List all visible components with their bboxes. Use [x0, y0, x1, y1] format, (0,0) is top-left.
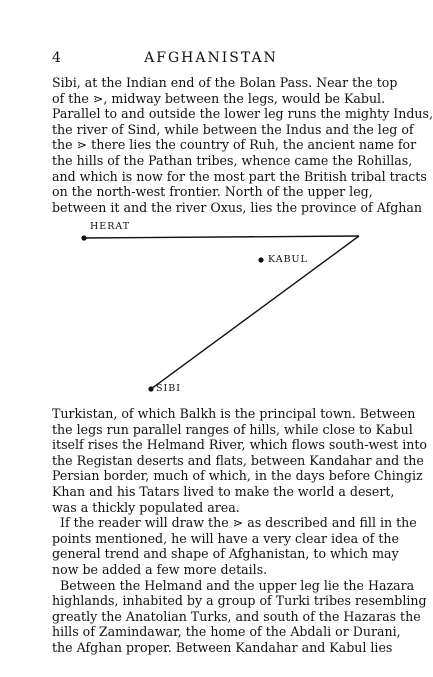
- kabul-point: [258, 257, 263, 262]
- text-line: the river of Sind, while between the Indus and the leg of: [52, 121, 414, 137]
- afghanistan-shape-diagram: [52, 220, 370, 400]
- text-line: and which is now for the most part the British tribal tracts: [52, 168, 427, 184]
- text-line: Khan and his Tatars lived to make the world a desert,: [52, 483, 395, 499]
- lower-leg-line: [151, 236, 359, 389]
- text-line: Parallel to and outside the lower leg runs the mighty Indus,: [52, 106, 433, 122]
- herat-point: [81, 235, 86, 240]
- text-line: the Registan deserts and flats, between Kandahar and the: [52, 452, 424, 468]
- text-line: the Afghan proper. Between Kandahar and Kabul lies: [52, 639, 393, 655]
- text-line: greatly the Anatolian Turks, and south of the Hazaras the: [52, 608, 421, 624]
- text-line: the legs run parallel ranges of hills, while close to Kabul: [52, 421, 413, 437]
- diagram-svg: [52, 220, 370, 400]
- text-line: itself rises the Helmand River, which flows south-west into: [52, 437, 428, 453]
- text-line: on the north-west frontier. North of the upper leg,: [52, 184, 373, 200]
- text-line: now be added a few more details.: [52, 561, 268, 577]
- text-line: If the reader will draw the ⋗ as described and fill in the: [60, 515, 417, 531]
- paragraph-block-bottom: [52, 406, 428, 656]
- kabul-label: KABUL: [268, 254, 308, 265]
- text-line: Between the Helmand and the upper leg lie the Hazara: [60, 577, 415, 593]
- page-number: 4: [52, 50, 61, 66]
- text-line: Sibi, at the Indian end of the Bolan Pass. Near the top: [52, 75, 398, 90]
- sibi-label: SIBI: [156, 383, 181, 394]
- running-title: AFGHANISTAN: [144, 50, 278, 66]
- upper-leg-line: [84, 236, 359, 238]
- text-line: Turkistan, of which Balkh is the principal town. Between: [52, 406, 416, 421]
- text-line: the hills of the Pathan tribes, whence came the Rohillas,: [52, 152, 413, 168]
- paragraph-block-top: [52, 75, 433, 215]
- text-line: points mentioned, he will have a very clear idea of the: [52, 530, 399, 546]
- text-line: the ⋗ there lies the country of Ruh, the ancient name for: [52, 137, 417, 153]
- text-line: general trend and shape of Afghanistan, to which may: [52, 546, 399, 562]
- page-header: [52, 50, 370, 70]
- text-line: was a thickly populated area.: [52, 499, 240, 515]
- herat-label: HERAT: [90, 221, 131, 232]
- text-line: highlands, inhabited by a group of Turki tribes resembling: [52, 593, 427, 609]
- text-line: Persian border, much of which, in the days before Chingiz: [52, 468, 423, 484]
- sibi-point: [148, 386, 153, 391]
- text-line: hills of Zamindawar, the home of the Abdali or Durani,: [52, 624, 401, 640]
- text-line: of the ⋗, midway between the legs, would be Kabul.: [52, 90, 386, 106]
- text-line: between it and the river Oxus, lies the province of Afghan: [52, 199, 423, 215]
